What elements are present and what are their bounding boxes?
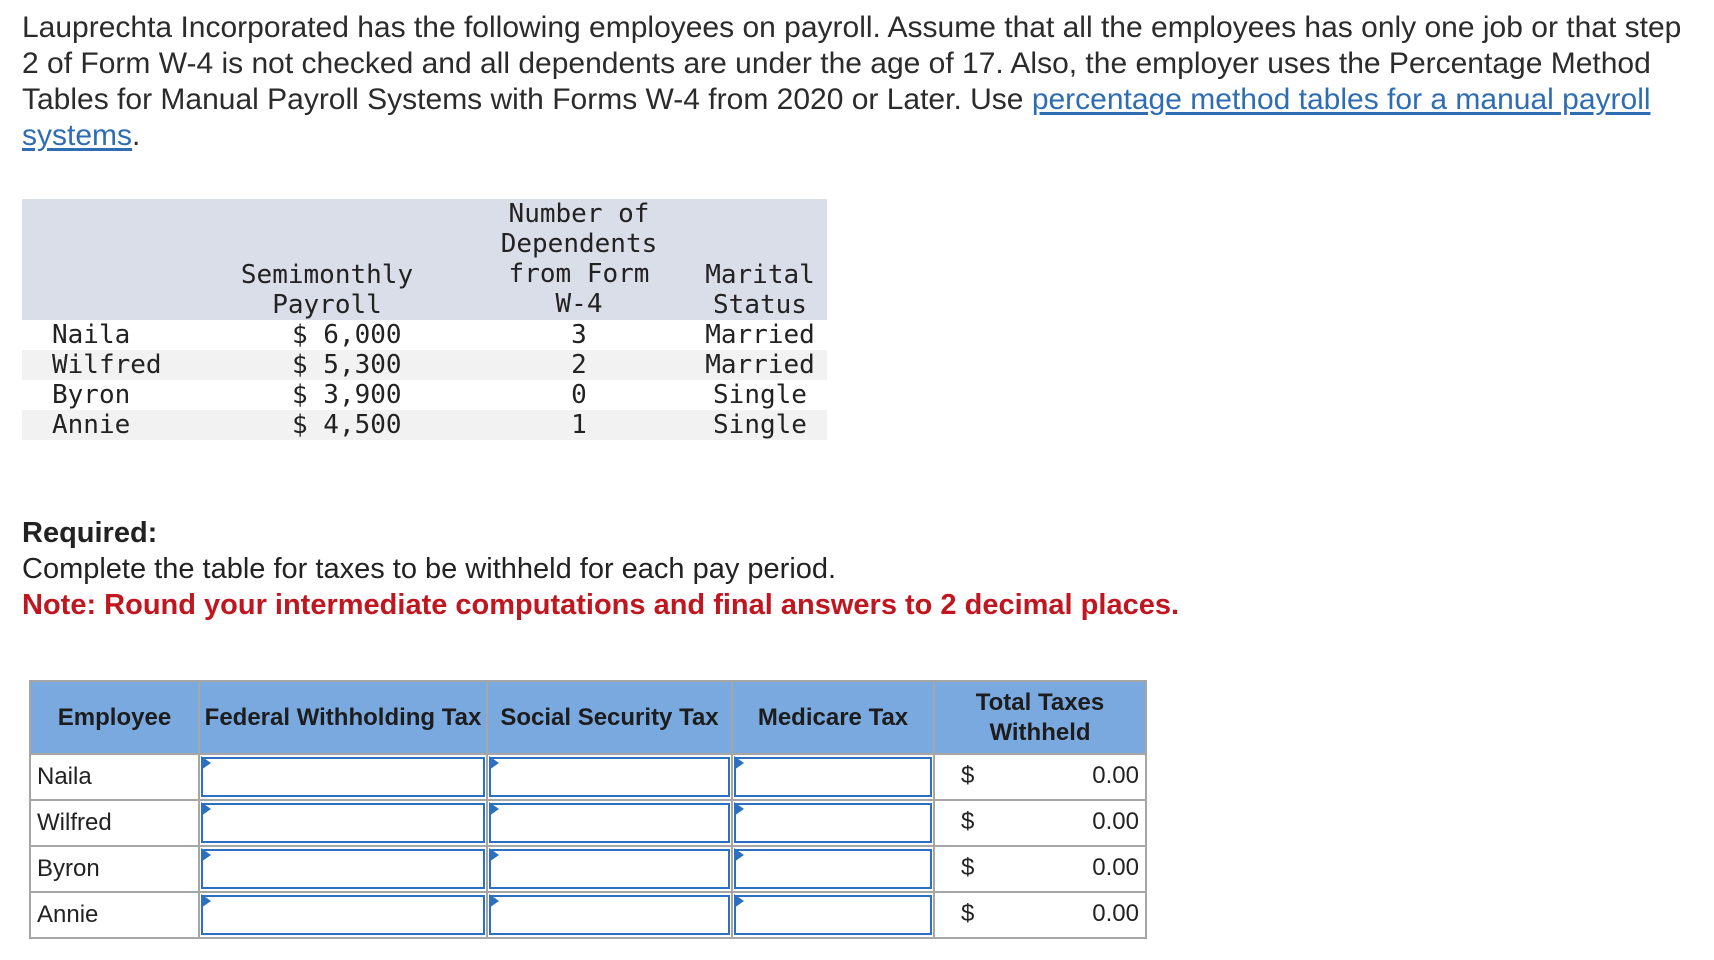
currency-symbol: $ xyxy=(961,900,975,927)
federal-withholding-input[interactable] xyxy=(201,849,485,889)
problem-text: Lauprechta Incorporated has the following employees on payroll. Assume that all the employees has only one job or that step 2 of Form W-4 is not checked and all dependents are under the age of 17. Also, the employer uses the Percentage Method Tables for Manual Payroll Systems with Forms W-4 from 2020 or Later. Use xyxy=(22,11,1682,116)
medicare-cell xyxy=(732,754,934,800)
header-medicare-tax: Medicare Tax xyxy=(732,681,934,754)
social-cell xyxy=(487,800,732,846)
table-row xyxy=(30,846,1146,892)
table-row xyxy=(30,800,1146,846)
employee-payroll: $ 6,000 xyxy=(292,320,402,350)
employee-row xyxy=(22,320,827,350)
employee-payroll: $ 3,900 xyxy=(292,380,402,410)
employee-name: Byron xyxy=(52,380,131,410)
row-employee-name: Naila xyxy=(30,754,199,800)
federal-withholding-input[interactable] xyxy=(201,895,485,935)
header-semimonthly-payroll: Semimonthly Payroll xyxy=(240,260,414,320)
header-marital-status: Marital Status xyxy=(705,260,815,320)
federal-withholding-input[interactable] xyxy=(201,803,485,843)
input-marker-icon xyxy=(201,802,211,816)
percentage-method-tables-link[interactable]: percentage method tables for a manual payroll systems xyxy=(22,83,1651,152)
problem-text-end: . xyxy=(132,119,141,152)
medicare-cell xyxy=(732,800,934,846)
header-federal-withholding-tax: Federal Withholding Tax xyxy=(199,681,487,754)
medicare-input[interactable] xyxy=(734,849,932,889)
input-marker-icon xyxy=(201,848,211,862)
medicare-cell xyxy=(732,846,934,892)
total-cell xyxy=(934,800,1146,846)
required-instruction: Complete the table for taxes to be withheld for each pay period. xyxy=(22,553,837,585)
social-security-input[interactable] xyxy=(489,895,730,935)
tax-withholding-table xyxy=(29,680,1147,939)
required-title: Required: xyxy=(22,517,158,549)
input-marker-icon xyxy=(734,802,744,816)
row-employee-name: Wilfred xyxy=(30,800,199,846)
medicare-cell xyxy=(732,892,934,938)
social-cell xyxy=(487,892,732,938)
header-social-security-tax: Social Security Tax xyxy=(487,681,732,754)
employee-marital-status: Single xyxy=(713,380,807,410)
medicare-input[interactable] xyxy=(734,803,932,843)
total-taxes-value: 0.00 xyxy=(1092,854,1139,881)
employee-marital-status: Married xyxy=(705,350,815,380)
employee-dependents: 1 xyxy=(571,410,587,440)
total-taxes-value: 0.00 xyxy=(1092,808,1139,835)
employee-name: Annie xyxy=(52,410,131,440)
federal-cell xyxy=(199,754,487,800)
total-taxes-value: 0.00 xyxy=(1092,900,1139,927)
federal-cell xyxy=(199,892,487,938)
medicare-input[interactable] xyxy=(734,757,932,797)
required-section xyxy=(22,515,1179,623)
input-marker-icon xyxy=(489,802,499,816)
total-cell xyxy=(934,892,1146,938)
employee-name: Naila xyxy=(52,320,131,350)
row-employee-name: Annie xyxy=(30,892,199,938)
currency-symbol: $ xyxy=(961,808,975,835)
employee-payroll: $ 4,500 xyxy=(292,410,402,440)
rounding-note: Note: Round your intermediate computations and final answers to 2 decimal places. xyxy=(22,589,1180,621)
employee-dependents: 3 xyxy=(571,320,587,350)
social-cell xyxy=(487,846,732,892)
federal-cell xyxy=(199,846,487,892)
total-taxes-value: 0.00 xyxy=(1092,762,1139,789)
input-marker-icon xyxy=(201,894,211,908)
employee-payroll-table-header xyxy=(22,199,827,320)
employee-payroll: $ 5,300 xyxy=(292,350,402,380)
currency-symbol: $ xyxy=(961,854,975,881)
input-marker-icon xyxy=(489,756,499,770)
employee-dependents: 2 xyxy=(571,350,587,380)
input-marker-icon xyxy=(734,894,744,908)
row-employee-name: Byron xyxy=(30,846,199,892)
input-marker-icon xyxy=(489,848,499,862)
table-row xyxy=(30,892,1146,938)
table-row xyxy=(30,754,1146,800)
employee-row xyxy=(22,410,827,440)
employee-row xyxy=(22,350,827,380)
social-security-input[interactable] xyxy=(489,757,730,797)
total-cell xyxy=(934,846,1146,892)
input-marker-icon xyxy=(734,848,744,862)
medicare-input[interactable] xyxy=(734,895,932,935)
social-security-input[interactable] xyxy=(489,849,730,889)
social-security-input[interactable] xyxy=(489,803,730,843)
social-cell xyxy=(487,754,732,800)
header-number-of-dependents: Number of Dependents from Form W-4 xyxy=(500,199,658,319)
employee-marital-status: Married xyxy=(705,320,815,350)
employee-payroll-table xyxy=(22,199,827,440)
total-cell xyxy=(934,754,1146,800)
input-marker-icon xyxy=(201,756,211,770)
employee-dependents: 0 xyxy=(571,380,587,410)
header-employee: Employee xyxy=(30,681,199,754)
employee-marital-status: Single xyxy=(713,410,807,440)
employee-row xyxy=(22,380,827,410)
federal-withholding-input[interactable] xyxy=(201,757,485,797)
problem-statement xyxy=(22,10,1682,154)
tax-withholding-header-row xyxy=(30,681,1146,754)
currency-symbol: $ xyxy=(961,762,975,789)
input-marker-icon xyxy=(489,894,499,908)
federal-cell xyxy=(199,800,487,846)
input-marker-icon xyxy=(734,756,744,770)
header-total-taxes-withheld: Total Taxes Withheld xyxy=(934,681,1146,754)
employee-name: Wilfred xyxy=(52,350,162,380)
